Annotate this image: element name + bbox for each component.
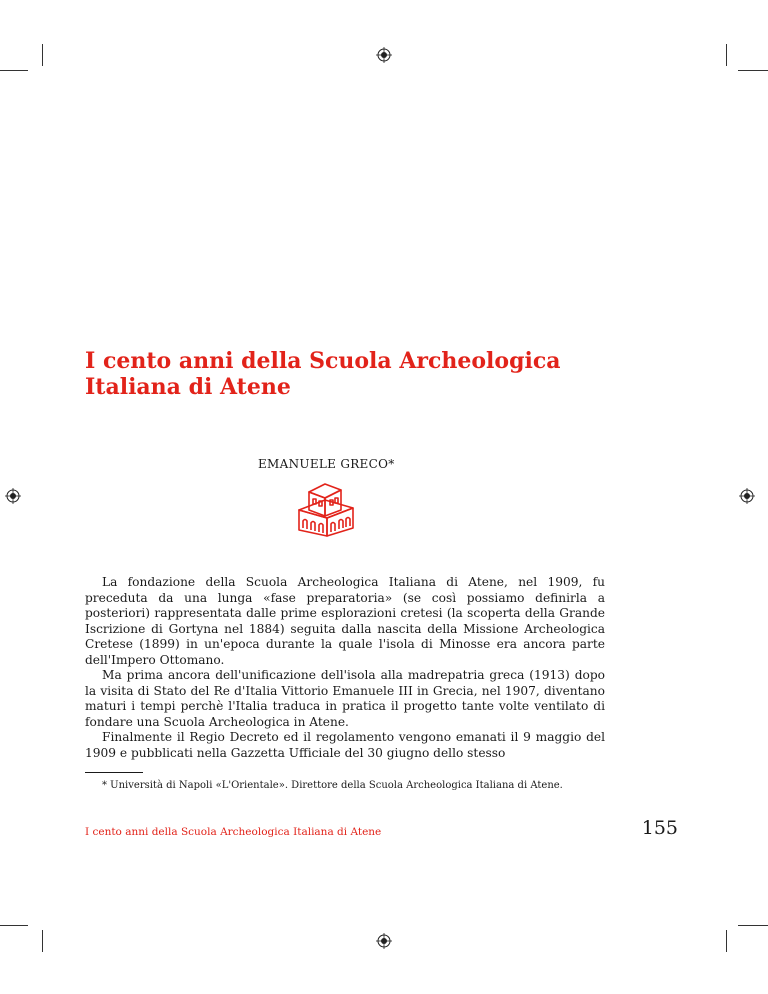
running-footer: I cento anni della Scuola Archeologica Italiana di Atene bbox=[85, 826, 382, 838]
body-paragraph: Finalmente il Regio Decreto ed il regolamento vengono emanati il 9 maggio del 1909 e pubblicati nella Gazzetta Ufficiale del 30 giugno dello stesso bbox=[85, 730, 605, 760]
footnote: * Università di Napoli «L'Orientale». Direttore della Scuola Archeologica Italiana di Atene. bbox=[102, 780, 563, 791]
crop-mark-bottom-left-v bbox=[42, 930, 43, 952]
body-paragraph: La fondazione della Scuola Archeologica Italiana di Atene, nel 1909, fu preceduta da una lunga «fase preparatoria» (se così possiamo definirla a posteriori) rappresentata dalle prime esplorazioni cretesi (la scoperta della Grande Iscrizione di Gortyna nel 1884) seguita dalla nascita della Missione Archeologica Cretese (1899) in un'epoca durante la quale l'isola di Minosse era ancora parte dell'Impero Ottomano. bbox=[85, 575, 605, 667]
footnote-rule bbox=[85, 772, 143, 773]
crop-mark-bottom-right-h bbox=[738, 925, 768, 926]
registration-mark-icon bbox=[5, 488, 21, 504]
article-title-line: I cento anni della Scuola Archeologica bbox=[85, 348, 561, 374]
author-name: EMANUELE GRECO* bbox=[258, 457, 395, 471]
crop-mark-bottom-left-h bbox=[0, 925, 28, 926]
article-body bbox=[85, 575, 605, 761]
registration-mark-icon bbox=[739, 488, 755, 504]
article-title bbox=[85, 348, 605, 400]
crop-mark-bottom-right-v bbox=[726, 930, 727, 952]
crop-mark-top-left-v bbox=[42, 44, 43, 66]
crop-mark-top-right-h bbox=[738, 70, 768, 71]
crop-mark-top-right-v bbox=[726, 44, 727, 66]
registration-mark-icon bbox=[376, 933, 392, 949]
registration-mark-icon bbox=[376, 47, 392, 63]
building-emblem-icon bbox=[295, 480, 357, 538]
article-title-line: Italiana di Atene bbox=[85, 374, 291, 400]
crop-mark-top-left-h bbox=[0, 70, 28, 71]
page-number: 155 bbox=[641, 817, 678, 839]
body-paragraph: Ma prima ancora dell'unificazione dell'isola alla madrepatria greca (1913) dopo la visita di Stato del Re d'Italia Vittorio Emanuele III in Grecia, nel 1907, diventano maturi i tempi perchè l'Italia traduca in pratica il progetto tante volte ventilato di fondare una Scuola Archeologica in Atene. bbox=[85, 668, 605, 729]
